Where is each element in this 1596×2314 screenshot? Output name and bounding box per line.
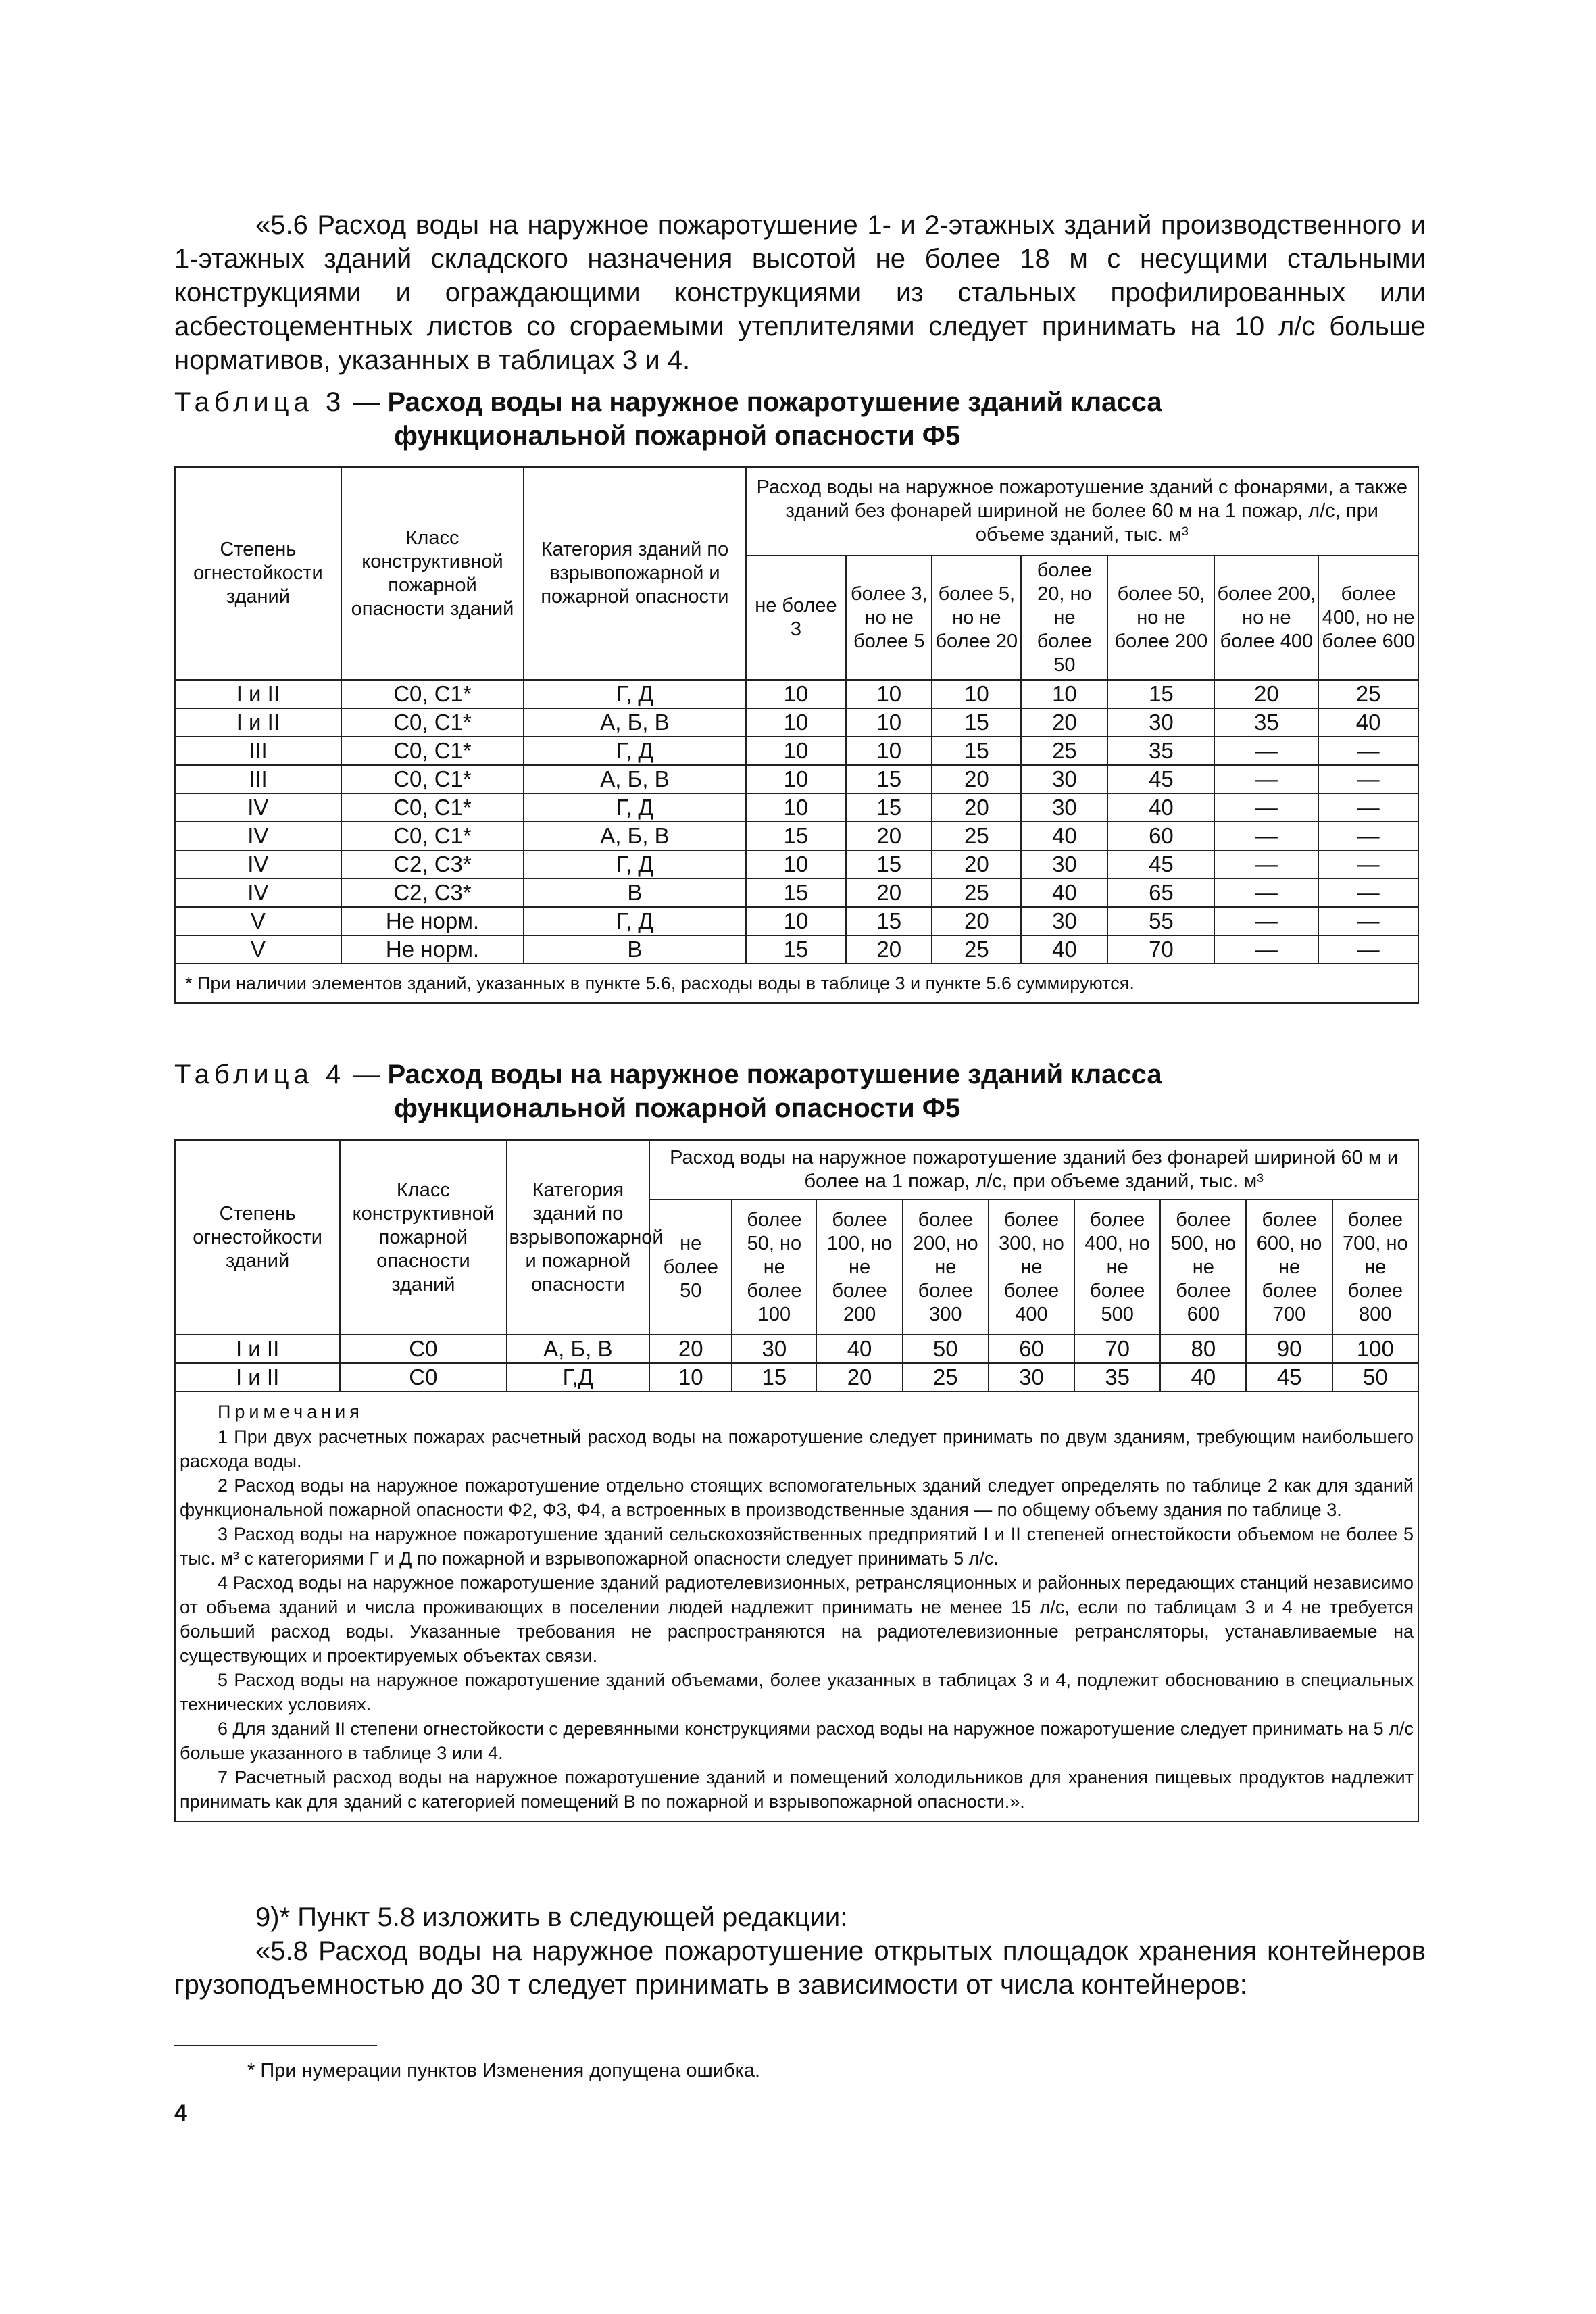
table4-notes xyxy=(175,1392,1418,1821)
table-cell: 20 xyxy=(932,907,1021,935)
table-cell: 80 xyxy=(1160,1335,1246,1363)
table-cell: 60 xyxy=(1107,822,1214,850)
table-cell: 45 xyxy=(1107,765,1214,793)
table-cell: Г, Д xyxy=(524,793,745,822)
table-row xyxy=(175,1335,1418,1363)
table-cell: 30 xyxy=(1021,793,1107,822)
table4-header-fire-resistance: Степень огнестойкости зданий xyxy=(175,1140,340,1335)
table-row xyxy=(175,907,1418,935)
table-cell: 30 xyxy=(1021,765,1107,793)
table-cell: С0 xyxy=(340,1363,506,1392)
table-cell: 20 xyxy=(846,822,932,850)
table-cell: — xyxy=(1318,793,1418,822)
table-cell: V xyxy=(175,935,341,964)
t4-volume-header: более 500, но не более 600 xyxy=(1160,1200,1246,1335)
table4-caption-title-line2: функциональной пожарной опасности Ф5 xyxy=(394,1093,961,1123)
table-cell: 40 xyxy=(1318,708,1418,737)
table4-caption-label: Таблица 4 xyxy=(174,1060,346,1089)
table4-caption-title-line1: Расход воды на наружное пожаротушение зданий класса xyxy=(387,1060,1162,1089)
table-cell: V xyxy=(175,907,341,935)
table-cell: 100 xyxy=(1332,1335,1418,1363)
note-5: 5 Расход воды на наружное пожаротушение зданий объемами, более указанных в таблицах 3 и 4, подлежит обоснованию в специальных технических условиях. xyxy=(180,1670,1414,1715)
table-cell: 10 xyxy=(746,680,847,708)
table-cell: 15 xyxy=(1107,680,1214,708)
table-cell: — xyxy=(1318,935,1418,964)
table-row xyxy=(175,680,1418,708)
table-cell: 20 xyxy=(846,879,932,907)
table3-caption-title-line1: Расход воды на наружное пожаротушение зданий класса xyxy=(387,387,1162,417)
table-row xyxy=(175,879,1418,907)
table-cell: 90 xyxy=(1246,1335,1332,1363)
table-cell: 10 xyxy=(746,907,847,935)
table-cell: В xyxy=(524,879,745,907)
table-cell: 20 xyxy=(932,765,1021,793)
table-cell: 35 xyxy=(1214,708,1318,737)
table-cell: 15 xyxy=(732,1363,816,1392)
table-cell: С2, С3* xyxy=(341,879,524,907)
table-cell: 40 xyxy=(1021,935,1107,964)
table-cell: 25 xyxy=(932,879,1021,907)
t3-volume-header: более 20, но не более 50 xyxy=(1021,556,1107,680)
table-cell: 20 xyxy=(649,1335,732,1363)
table-cell: 30 xyxy=(732,1335,816,1363)
table-cell: IV xyxy=(175,822,341,850)
t4-volume-header: не более 50 xyxy=(649,1200,732,1335)
table-cell: С0, С1* xyxy=(341,793,524,822)
page-number: 4 xyxy=(174,2100,187,2126)
table-cell: 15 xyxy=(846,850,932,879)
table-cell: 70 xyxy=(1074,1335,1160,1363)
t4-volume-header: более 100, но не более 200 xyxy=(816,1200,902,1335)
note-1: 1 При двух расчетных пожарах расчетный расход воды на пожаротушение следует принимать по двум зданиям, требующим наибольшего расхода воды. xyxy=(180,1427,1414,1471)
table-cell: — xyxy=(1318,850,1418,879)
table-cell: 30 xyxy=(1021,907,1107,935)
t4-volume-header: более 700, но не более 800 xyxy=(1332,1200,1418,1335)
table4-caption-dash: — xyxy=(345,1060,388,1089)
table-cell: — xyxy=(1214,765,1318,793)
table-cell: 10 xyxy=(846,708,932,737)
table-cell: — xyxy=(1318,822,1418,850)
table-cell: — xyxy=(1318,879,1418,907)
table-cell: С0, С1* xyxy=(341,680,524,708)
t4-volume-header: более 200, но не более 300 xyxy=(903,1200,989,1335)
table-cell: С0, С1* xyxy=(341,737,524,765)
table-row xyxy=(175,737,1418,765)
table-cell: 10 xyxy=(746,850,847,879)
table-cell: 15 xyxy=(932,708,1021,737)
t4-volume-header: более 50, но не более 100 xyxy=(732,1200,816,1335)
table-row xyxy=(175,1363,1418,1392)
table-cell: 10 xyxy=(746,765,847,793)
table-cell: 45 xyxy=(1107,850,1214,879)
table3-caption-dash: — xyxy=(345,387,388,417)
table-cell: 20 xyxy=(816,1363,902,1392)
table-cell: 15 xyxy=(746,879,847,907)
table-row xyxy=(175,822,1418,850)
table-cell: I и II xyxy=(175,1335,340,1363)
note-7: 7 Расчетный расход воды на наружное пожаротушение зданий и помещений холодильников для хранения пищевых продуктов надлежит принимать как для зданий с категорией помещений В по пожарной и взрывопожарной опасности.». xyxy=(180,1767,1414,1812)
table-cell: 25 xyxy=(1318,680,1418,708)
table-cell: С0, С1* xyxy=(341,765,524,793)
table-cell: 20 xyxy=(846,935,932,964)
table3-footnote: * При наличии элементов зданий, указанных в пункте 5.6, расходы воды в таблице 3 и пункте 5.6 суммируются. xyxy=(175,964,1418,1003)
table4-header-construction-class: Класс конструктивной пожарной опасности зданий xyxy=(340,1140,506,1335)
table-cell: 15 xyxy=(746,935,847,964)
t3-volume-header: более 50, но не более 200 xyxy=(1107,556,1214,680)
table-cell: 15 xyxy=(746,822,847,850)
table-cell: IV xyxy=(175,879,341,907)
table-cell: 20 xyxy=(932,793,1021,822)
table4-caption xyxy=(174,1058,1431,1125)
table-cell: 40 xyxy=(1021,879,1107,907)
table3 xyxy=(174,466,1419,1004)
table-row xyxy=(175,793,1418,822)
table-cell: А, Б, В xyxy=(524,708,745,737)
table-cell: С0 xyxy=(340,1335,506,1363)
table-cell: 10 xyxy=(846,680,932,708)
t4-volume-header: более 300, но не более 400 xyxy=(989,1200,1074,1335)
table-cell: III xyxy=(175,765,341,793)
table4-header-category: Категория зданий по взрывопожарной и пожарной опасности xyxy=(507,1140,650,1335)
table-cell: 40 xyxy=(1160,1363,1246,1392)
table-cell: 30 xyxy=(1021,850,1107,879)
table-cell: 70 xyxy=(1107,935,1214,964)
footnote-separator xyxy=(174,2045,377,2046)
table-cell: — xyxy=(1214,850,1318,879)
table-cell: 30 xyxy=(989,1363,1074,1392)
table-cell: 20 xyxy=(1214,680,1318,708)
intro-paragraph: «5.6 Расход воды на наружное пожаротушение 1- и 2-этажных зданий производственного и 1-этажных зданий складского назначения высотой не более 18 м с несущими стальными конструкциями и ограждающими конструкциями из стальных профилированных или асбестоцементных листов со сгораемыми утеплителями следует принимать на 10 л/с больше нормативов, указанных в таблицах 3 и 4. xyxy=(174,210,1426,375)
table-cell: — xyxy=(1318,765,1418,793)
table-cell: Не норм. xyxy=(341,907,524,935)
table-cell: А, Б, В xyxy=(524,822,745,850)
table-cell: — xyxy=(1214,879,1318,907)
table-cell: А, Б, В xyxy=(524,765,745,793)
table-cell: Г, Д xyxy=(524,680,745,708)
table-row xyxy=(175,935,1418,964)
t4-volume-header: более 600, но не более 700 xyxy=(1246,1200,1332,1335)
table-cell: — xyxy=(1214,793,1318,822)
table-cell: 10 xyxy=(932,680,1021,708)
table3-header-water-flow: Расход воды на наружное пожаротушение зданий с фонарями, а также зданий без фонарей шириной не более 60 м на 1 пожар, л/с, при объеме зданий, тыс. м³ xyxy=(746,467,1418,556)
table-cell: Не норм. xyxy=(341,935,524,964)
table3-caption xyxy=(174,385,1431,453)
item58-paragraph: «5.8 Расход воды на наружное пожаротушение открытых площадок хранения контейнеров грузоподъемностью до 30 т следует принимать в зависимости от числа контейнеров: xyxy=(174,1936,1426,2000)
table-cell: 15 xyxy=(846,793,932,822)
table3-header-category: Категория зданий по взрывопожарной и пожарной опасности xyxy=(524,467,745,680)
item9-line: 9)* Пункт 5.8 изложить в следующей редакции: xyxy=(255,1902,848,1932)
table-cell: А, Б, В xyxy=(507,1335,650,1363)
table-cell: 20 xyxy=(1021,708,1107,737)
table-cell: 15 xyxy=(932,737,1021,765)
note-4: 4 Расход воды на наружное пожаротушение зданий радиотелевизионных, ретрансляционных и районных передающих станций независимо от объема зданий и числа проживающих в поселении людей надлежит принимать не менее 15 л/с, если по таблицам 3 и 4 не требуется больший расход воды. Указанные требования не распространяются на радиотелевизионные ретрансляторы, устанавливаемые на существующих и проектируемых объектах связи. xyxy=(180,1573,1414,1666)
t3-volume-header: более 400, но не более 600 xyxy=(1318,556,1418,680)
table-cell: 30 xyxy=(1107,708,1214,737)
t3-volume-header: более 200, но не более 400 xyxy=(1214,556,1318,680)
table-cell: I и II xyxy=(175,680,341,708)
table-cell: IV xyxy=(175,793,341,822)
table3-header-construction-class: Класс конструктивной пожарной опасности зданий xyxy=(341,467,524,680)
table-cell: 15 xyxy=(846,765,932,793)
table-cell: 40 xyxy=(1021,822,1107,850)
table-cell: 10 xyxy=(746,708,847,737)
table-cell: 25 xyxy=(932,822,1021,850)
table-cell: Г, Д xyxy=(524,737,745,765)
table-cell: 25 xyxy=(903,1363,989,1392)
table-row xyxy=(175,708,1418,737)
t3-volume-header: не более 3 xyxy=(746,556,847,680)
table-cell: 65 xyxy=(1107,879,1214,907)
t3-volume-header: более 5, но не более 20 xyxy=(932,556,1021,680)
note-6: 6 Для зданий II степени огнестойкости с деревянными конструкциями расход воды на наружное пожаротушение следует принимать на 5 л/с больше указанного в таблице 3 или 4. xyxy=(180,1719,1414,1763)
table3-caption-title-line2: функциональной пожарной опасности Ф5 xyxy=(394,421,961,451)
table-cell: 10 xyxy=(746,737,847,765)
table-cell: С0, С1* xyxy=(341,708,524,737)
table-cell: 40 xyxy=(816,1335,902,1363)
table3-header-fire-resistance: Степень огнестойкости зданий xyxy=(175,467,341,680)
table-cell: — xyxy=(1318,737,1418,765)
table-cell: 50 xyxy=(903,1335,989,1363)
table-cell: 10 xyxy=(1021,680,1107,708)
table-cell: 20 xyxy=(932,850,1021,879)
notes-header: Примечания xyxy=(218,1402,364,1422)
table-cell: 25 xyxy=(932,935,1021,964)
table-cell: III xyxy=(175,737,341,765)
table-cell: 50 xyxy=(1332,1363,1418,1392)
table-cell: I и II xyxy=(175,708,341,737)
table-cell: IV xyxy=(175,850,341,879)
table-cell: 40 xyxy=(1107,793,1214,822)
table-cell: С0, С1* xyxy=(341,822,524,850)
table-cell: 10 xyxy=(746,793,847,822)
table-row xyxy=(175,765,1418,793)
table3-caption-label: Таблица 3 xyxy=(174,387,346,417)
table-cell: 55 xyxy=(1107,907,1214,935)
note-2: 2 Расход воды на наружное пожаротушение отдельно стоящих вспомогательных зданий следует определять по таблице 2 как для зданий функциональной пожарной опасности Ф2, Ф3, Ф4, а встроенных в производственные здания — по общему объему здания по таблице 3. xyxy=(180,1475,1414,1520)
table-cell: С2, С3* xyxy=(341,850,524,879)
table-cell: Г,Д xyxy=(507,1363,650,1392)
table-cell: 15 xyxy=(846,907,932,935)
table-cell: 10 xyxy=(649,1363,732,1392)
table-cell: — xyxy=(1214,935,1318,964)
page-footnote: * При нумерации пунктов Изменения допущена ошибка. xyxy=(247,2060,761,2082)
t4-volume-header: более 400, но не более 500 xyxy=(1074,1200,1160,1335)
table4-header-water-flow: Расход воды на наружное пожаротушение зданий без фонарей шириной 60 м и более на 1 пожар, л/с, при объеме зданий, тыс. м³ xyxy=(649,1140,1418,1200)
table-cell: I и II xyxy=(175,1363,340,1392)
table-cell: — xyxy=(1214,907,1318,935)
table-row xyxy=(175,850,1418,879)
table-cell: Г, Д xyxy=(524,850,745,879)
table-cell: 10 xyxy=(846,737,932,765)
table-cell: — xyxy=(1214,737,1318,765)
table-cell: Г, Д xyxy=(524,907,745,935)
table-cell: В xyxy=(524,935,745,964)
table-cell: 25 xyxy=(1021,737,1107,765)
table4 xyxy=(174,1139,1419,1822)
table-cell: 45 xyxy=(1246,1363,1332,1392)
table-cell: 35 xyxy=(1107,737,1214,765)
table-cell: 60 xyxy=(989,1335,1074,1363)
t3-volume-header: более 3, но не более 5 xyxy=(846,556,932,680)
table-cell: — xyxy=(1318,907,1418,935)
table-cell: 35 xyxy=(1074,1363,1160,1392)
table-cell: — xyxy=(1214,822,1318,850)
note-3: 3 Расход воды на наружное пожаротушение зданий сельскохозяйственных предприятий I и II степеней огнестойкости объемом не более 5 тыс. м³ с категориями Г и Д по пожарной и взрывопожарной опасности следует принимать 5 л/с. xyxy=(180,1524,1414,1569)
